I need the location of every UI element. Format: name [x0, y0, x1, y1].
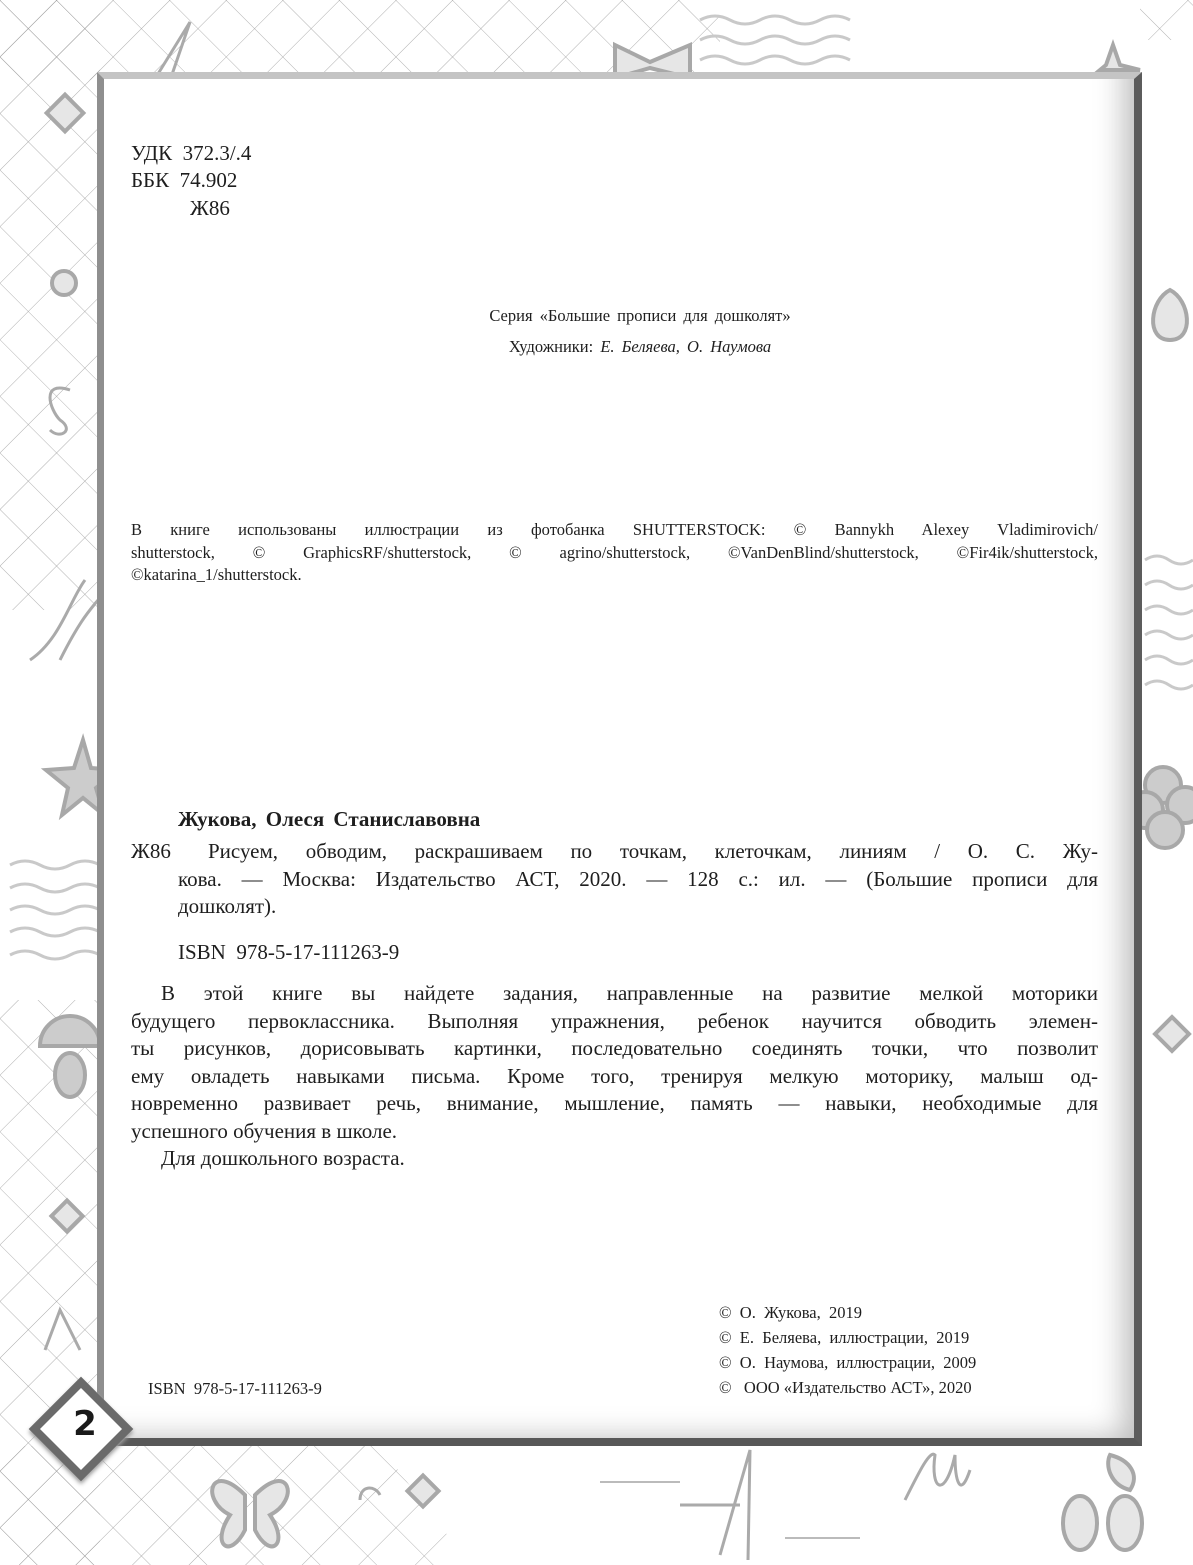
bbk-value: 74.902 [179, 168, 238, 192]
grid-pattern-top [0, 0, 720, 80]
udk-label: УДК [131, 141, 173, 165]
grid-pattern-left [0, 0, 100, 610]
annotation-line: новременно развивает речь, внимание, мышление, память — навыки, необходимые для [131, 1091, 1098, 1115]
circle-icon [52, 271, 76, 295]
series-line: Серия «Большие прописи для дошколят» [489, 306, 791, 325]
catalog-description [178, 838, 1098, 921]
catalog-line: кова. — Москва: Издательство АСТ, 2020. — 128 с.: ил. — (Большие прописи для [178, 866, 1098, 891]
udk-value: 372.3/.4 [182, 141, 252, 165]
bbk-line [131, 167, 237, 195]
credits-line: shutterstock, © GraphicsRF/shutterstock, © agrino/shutterstock, ©VanDenBlind/shutterstock, ©Fir4ik/shutterstock, [131, 542, 1098, 562]
copyright-line: © О. Жукова, 2019 [719, 1303, 863, 1322]
annotation-line: ты рисунков, дорисовывать картинки, последовательно соединять точки, что позволит [131, 1036, 1098, 1060]
copyright-line: © Е. Беляева, иллюстрации, 2019 [719, 1328, 970, 1347]
artists-names: Е. Беляева, О. Наумова [600, 337, 772, 356]
catalog-isbn: ISBN 978-5-17-111263-9 [178, 940, 400, 964]
page-number: 2 [73, 1404, 97, 1444]
artists-line [420, 336, 860, 359]
copyright-line: © ООО «Издательство АСТ», 2020 [719, 1378, 972, 1397]
catalog-line: Рисуем, обводим, раскрашиваем по точкам, клеточкам, линиям / О. С. Жу- [208, 839, 1098, 863]
pear-icon [1153, 290, 1187, 340]
annotation-line: будущего первоклассника. Выполняя упражнения, ребенок научится обводить элемен- [131, 1008, 1098, 1033]
catalog-line: дошколят). [178, 894, 277, 918]
annotation-line: В этой книге вы найдете задания, направленные на развитие мелкой моторики [161, 981, 1098, 1005]
credits-line: ©katarina_1/shutterstock. [131, 565, 302, 584]
footer-isbn: ISBN 978-5-17-111263-9 [148, 1379, 322, 1398]
diamond-icon [1155, 1017, 1189, 1051]
cherry-icon [1063, 1455, 1142, 1550]
illustration-credits [131, 519, 1098, 587]
annotation-line: ему овладеть навыками письма. Кроме того, тренируя мелкую моторику, малыш од- [131, 1063, 1098, 1088]
credits-line: В книге использованы иллюстрации из фотобанка SHUTTERSTOCK: © Bannykh Alexey Vladimirovich/ [131, 520, 1098, 539]
udk-line [131, 140, 251, 168]
copyright-line: © О. Наумова, иллюстрации, 2009 [719, 1353, 977, 1372]
audience-line: Для дошкольного возраста. [161, 1146, 405, 1170]
annotation-line: успешного обучения в школе. [131, 1118, 398, 1143]
page-frame [97, 72, 1142, 1446]
bbk-label: ББК [131, 168, 170, 192]
annotation [131, 980, 1098, 1173]
copyright-block [719, 1300, 976, 1400]
author-mark: Ж86 [190, 196, 230, 220]
catalog-mark: Ж86 [131, 839, 171, 863]
artists-label: Художники: [508, 337, 594, 356]
star-icon [1100, 45, 1140, 70]
catalog-author: Жукова, Олеся Станиславовна [178, 807, 481, 831]
